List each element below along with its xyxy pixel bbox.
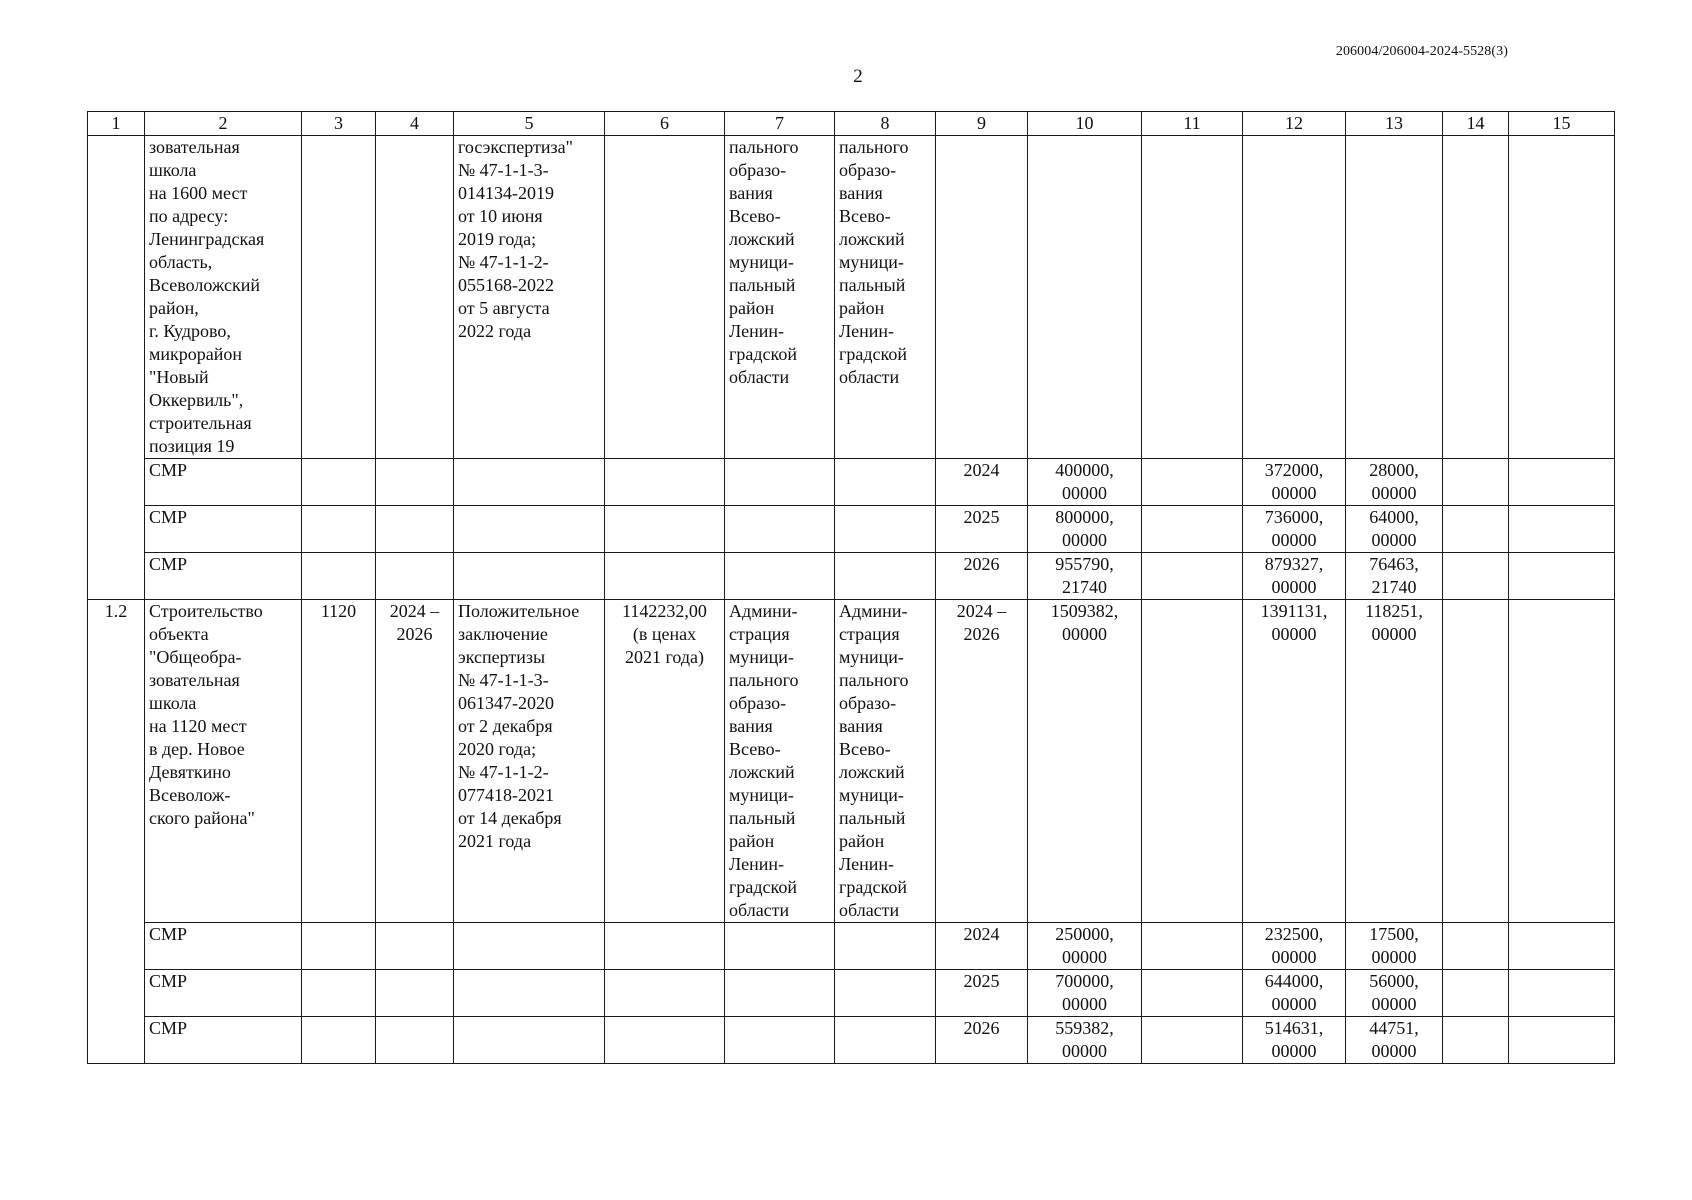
cell-col15 — [1509, 1017, 1615, 1064]
cell-developer — [835, 923, 936, 970]
cell-developer — [835, 553, 936, 600]
cell-year: 2024 — [936, 923, 1028, 970]
cell-year: 2026 — [936, 553, 1028, 600]
cell-col15 — [1509, 136, 1615, 459]
column-number: 9 — [936, 112, 1028, 136]
table-row — [88, 553, 1615, 600]
cell-total: 1509382, 00000 — [1028, 600, 1142, 923]
column-number: 13 — [1346, 112, 1443, 136]
cell-col14 — [1443, 553, 1509, 600]
cell-total: 700000, 00000 — [1028, 970, 1142, 1017]
cell-expertise — [454, 506, 605, 553]
cell-period — [376, 506, 454, 553]
cell-total: 400000, 00000 — [1028, 459, 1142, 506]
cell-item-number: 1.2 — [88, 600, 145, 1064]
column-number: 11 — [1142, 112, 1243, 136]
cell-year: 2025 — [936, 970, 1028, 1017]
table-row — [88, 600, 1615, 923]
cell-col11 — [1142, 553, 1243, 600]
cell-period — [376, 1017, 454, 1064]
cell-col13: 64000, 00000 — [1346, 506, 1443, 553]
cell-developer — [835, 970, 936, 1017]
cell-capacity — [302, 970, 376, 1017]
cell-period — [376, 970, 454, 1017]
cell-capacity — [302, 1017, 376, 1064]
cell-object-name: СМР — [145, 1017, 302, 1064]
column-number: 2 — [145, 112, 302, 136]
cell-cost — [605, 553, 725, 600]
cell-col15 — [1509, 600, 1615, 923]
cell-capacity — [302, 459, 376, 506]
cell-col14 — [1443, 923, 1509, 970]
cell-col13: 118251, 00000 — [1346, 600, 1443, 923]
cell-col12 — [1243, 136, 1346, 459]
column-number: 6 — [605, 112, 725, 136]
cell-expertise — [454, 553, 605, 600]
cell-cost — [605, 1017, 725, 1064]
cell-developer: пального образо- вания Всево- ложский муници- пальный район Ленин- градской области — [835, 136, 936, 459]
cell-customer — [725, 459, 835, 506]
table-row — [88, 1017, 1615, 1064]
cell-col14 — [1443, 459, 1509, 506]
column-number: 15 — [1509, 112, 1615, 136]
cell-developer — [835, 506, 936, 553]
cell-developer — [835, 1017, 936, 1064]
cell-expertise: Положительное заключение экспертизы № 47-1-1-3- 061347-2020 от 2 декабря 2020 года; № 47-1-1-2- 077418-2021 от 14 декабря 2021 года — [454, 600, 605, 923]
column-number: 8 — [835, 112, 936, 136]
cell-col12: 232500, 00000 — [1243, 923, 1346, 970]
column-number: 12 — [1243, 112, 1346, 136]
cell-capacity — [302, 923, 376, 970]
cell-expertise — [454, 1017, 605, 1064]
cell-col11 — [1142, 136, 1243, 459]
cell-period — [376, 923, 454, 970]
cell-customer — [725, 1017, 835, 1064]
cell-total: 800000, 00000 — [1028, 506, 1142, 553]
cell-col12: 372000, 00000 — [1243, 459, 1346, 506]
cell-cost — [605, 923, 725, 970]
cell-expertise — [454, 923, 605, 970]
cell-col13 — [1346, 136, 1443, 459]
column-number: 7 — [725, 112, 835, 136]
cell-col13: 44751, 00000 — [1346, 1017, 1443, 1064]
cell-period: 2024 – 2026 — [376, 600, 454, 923]
cell-col11 — [1142, 459, 1243, 506]
cell-object-name: Строительство объекта "Общеобра- зовательная школа на 1120 мест в дер. Новое Девяткино Всеволож- ского района" — [145, 600, 302, 923]
cell-period — [376, 553, 454, 600]
cell-customer — [725, 970, 835, 1017]
cell-year: 2025 — [936, 506, 1028, 553]
cell-col15 — [1509, 923, 1615, 970]
cell-col11 — [1142, 923, 1243, 970]
cell-expertise — [454, 970, 605, 1017]
cell-object-name: СМР — [145, 970, 302, 1017]
cell-year — [936, 136, 1028, 459]
cell-col14 — [1443, 136, 1509, 459]
column-number: 5 — [454, 112, 605, 136]
cell-object-name: СМР — [145, 506, 302, 553]
cell-cost: 1142232,00 (в ценах 2021 года) — [605, 600, 725, 923]
cell-cost — [605, 970, 725, 1017]
cell-col11 — [1142, 970, 1243, 1017]
cell-col15 — [1509, 553, 1615, 600]
cell-period — [376, 136, 454, 459]
column-number: 10 — [1028, 112, 1142, 136]
cell-cost — [605, 136, 725, 459]
cell-col15 — [1509, 506, 1615, 553]
cell-cost — [605, 506, 725, 553]
table-row — [88, 506, 1615, 553]
cell-col13: 56000, 00000 — [1346, 970, 1443, 1017]
cell-object-name: СМР — [145, 553, 302, 600]
cell-col12: 644000, 00000 — [1243, 970, 1346, 1017]
cell-col12: 879327, 00000 — [1243, 553, 1346, 600]
cell-total — [1028, 136, 1142, 459]
cell-customer — [725, 553, 835, 600]
cell-year: 2026 — [936, 1017, 1028, 1064]
table-row — [88, 923, 1615, 970]
table-row — [88, 459, 1615, 506]
cell-total: 559382, 00000 — [1028, 1017, 1142, 1064]
cell-col14 — [1443, 1017, 1509, 1064]
cell-period — [376, 459, 454, 506]
cell-col13: 28000, 00000 — [1346, 459, 1443, 506]
cell-cost — [605, 459, 725, 506]
table-row — [88, 136, 1615, 459]
cell-customer — [725, 923, 835, 970]
cell-object-name: СМР — [145, 923, 302, 970]
cell-developer — [835, 459, 936, 506]
column-number: 14 — [1443, 112, 1509, 136]
cell-expertise: госэкспертиза" № 47-1-1-3- 014134-2019 от 10 июня 2019 года; № 47-1-1-2- 055168-2022 от 5 августа 2022 года — [454, 136, 605, 459]
cell-col15 — [1509, 970, 1615, 1017]
cell-col14 — [1443, 600, 1509, 923]
column-number: 1 — [88, 112, 145, 136]
cell-year: 2024 – 2026 — [936, 600, 1028, 923]
column-number: 4 — [376, 112, 454, 136]
cell-col12: 1391131, 00000 — [1243, 600, 1346, 923]
cell-col12: 514631, 00000 — [1243, 1017, 1346, 1064]
cell-capacity — [302, 553, 376, 600]
cell-object-name: зовательная школа на 1600 мест по адресу: Ленинградская область, Всеволожский район, г. Кудрово, микрорайон "Новый Оккервиль", строительная позиция 19 — [145, 136, 302, 459]
column-number-row — [88, 112, 1615, 136]
cell-item-number — [88, 136, 145, 600]
cell-developer: Админи- страция муници- пального образо- вания Всево- ложский муници- пальный район Ленин- градской области — [835, 600, 936, 923]
cell-col14 — [1443, 506, 1509, 553]
cell-capacity — [302, 136, 376, 459]
cell-customer: пального образо- вания Всево- ложский муници- пальный район Ленин- градской области — [725, 136, 835, 459]
cell-object-name: СМР — [145, 459, 302, 506]
page-number: 2 — [853, 66, 863, 87]
cell-capacity — [302, 506, 376, 553]
cell-col12: 736000, 00000 — [1243, 506, 1346, 553]
cell-customer: Админи- страция муници- пального образо- вания Всево- ложский муници- пальный район Ленин- градской области — [725, 600, 835, 923]
column-number: 3 — [302, 112, 376, 136]
data-table — [87, 111, 1615, 1064]
cell-col13: 17500, 00000 — [1346, 923, 1443, 970]
cell-col11 — [1142, 1017, 1243, 1064]
cell-col14 — [1443, 970, 1509, 1017]
cell-customer — [725, 506, 835, 553]
table-row — [88, 970, 1615, 1017]
cell-col15 — [1509, 459, 1615, 506]
cell-col11 — [1142, 600, 1243, 923]
cell-col11 — [1142, 506, 1243, 553]
cell-capacity: 1120 — [302, 600, 376, 923]
document-id: 206004/206004-2024-5528(3) — [1335, 44, 1508, 59]
cell-col13: 76463, 21740 — [1346, 553, 1443, 600]
cell-total: 955790, 21740 — [1028, 553, 1142, 600]
cell-total: 250000, 00000 — [1028, 923, 1142, 970]
cell-year: 2024 — [936, 459, 1028, 506]
cell-expertise — [454, 459, 605, 506]
